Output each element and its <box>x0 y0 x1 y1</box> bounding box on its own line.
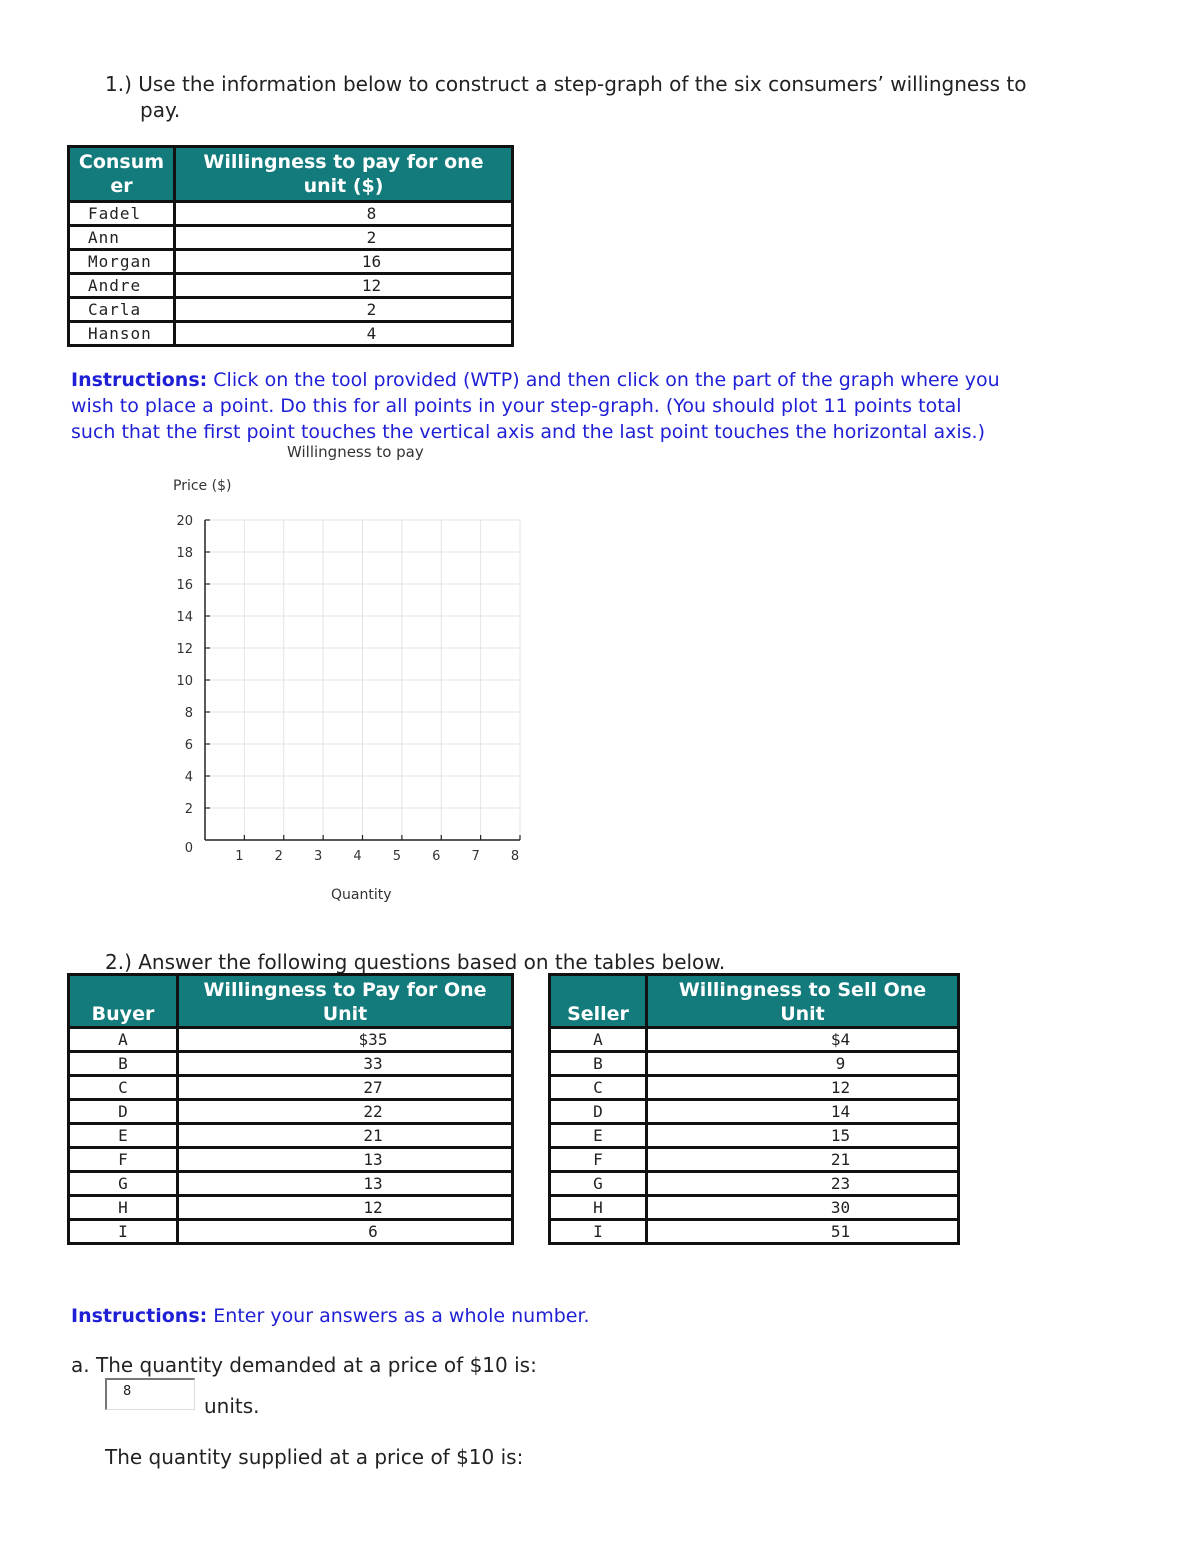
buyer-id-cell: H <box>69 1196 178 1220</box>
consumer-wtp-table <box>67 145 514 347</box>
seller-value-cell: 21 <box>647 1148 959 1172</box>
y-tick-label: 2 <box>184 802 193 817</box>
table-row <box>69 274 513 298</box>
q2-instructions-text: Enter your answers as a whole number. <box>213 1305 590 1327</box>
table-row <box>550 1196 959 1220</box>
table-row <box>69 1148 513 1172</box>
q2-text: 2.) Answer the following questions based on the tables below. <box>105 950 726 974</box>
x-tick-label: 1 <box>235 849 244 864</box>
consumer-value-cell: 8 <box>175 202 513 226</box>
y-tick-label: 16 <box>176 578 193 593</box>
buyer-wtp-header-line2: Unit <box>322 1003 368 1025</box>
buyer-wtp-header-line1: Willingness to Pay for One <box>203 979 487 1001</box>
table-row <box>550 1148 959 1172</box>
chart-title: Willingness to pay <box>287 443 424 461</box>
consumer-value-cell: 16 <box>175 250 513 274</box>
y-tick-label: 6 <box>184 738 193 753</box>
seller-value-cell: $4 <box>647 1028 959 1052</box>
table-row <box>69 250 513 274</box>
seller-wts-header <box>647 975 959 1028</box>
consumer-value-cell: 2 <box>175 298 513 322</box>
y-tick-label: 8 <box>184 706 193 721</box>
seller-id-cell: E <box>550 1124 647 1148</box>
q1-instructions-line2: wish to place a point. Do this for all points in your step-graph. (You should plot 11 points total <box>71 395 962 417</box>
x-tick-label: 8 <box>510 849 520 864</box>
buyer-wtp-header <box>178 975 513 1028</box>
wtp-header: Willingness to pay for one unit ($) <box>175 147 513 202</box>
seller-id-cell: F <box>550 1148 647 1172</box>
buyer-value-cell: 33 <box>178 1052 513 1076</box>
table-row <box>550 1076 959 1100</box>
buyer-value-cell: 13 <box>178 1148 513 1172</box>
buyer-id-cell: F <box>69 1148 178 1172</box>
buyer-id-cell: C <box>69 1076 178 1100</box>
buyer-id-cell: D <box>69 1100 178 1124</box>
seller-header: Seller <box>550 975 647 1028</box>
table-row <box>69 1100 513 1124</box>
table-row <box>69 226 513 250</box>
buyer-header: Buyer <box>69 975 178 1028</box>
buyer-value-cell: 22 <box>178 1100 513 1124</box>
x-tick-label: 2 <box>274 849 283 864</box>
part-a2-question: The quantity supplied at a price of $10 is: <box>105 1445 524 1469</box>
consumer-id-cell: Fadel <box>69 202 175 226</box>
consumer-id-cell: Hanson <box>69 322 175 346</box>
y-tick-label: 12 <box>176 642 193 657</box>
buyer-value-cell: 13 <box>178 1172 513 1196</box>
buyer-id-cell: G <box>69 1172 178 1196</box>
x-tick-label: 6 <box>432 849 441 864</box>
seller-id-cell: G <box>550 1172 647 1196</box>
x-axis-title: Quantity <box>331 887 392 903</box>
y-tick-label: 18 <box>176 546 193 561</box>
x-tick-label: 3 <box>313 849 323 864</box>
consumer-value-cell: 2 <box>175 226 513 250</box>
x-tick-label: 4 <box>353 849 362 864</box>
y-tick-label: 10 <box>176 674 193 689</box>
seller-id-cell: H <box>550 1196 647 1220</box>
q1-text <box>105 71 1026 97</box>
buyer-id-cell: E <box>69 1124 178 1148</box>
q1-line2: pay. <box>140 98 181 122</box>
table-row <box>550 1100 959 1124</box>
buyer-id-cell: B <box>69 1052 178 1076</box>
origin-label: 0 <box>184 841 193 856</box>
y-tick-label: 14 <box>176 610 193 625</box>
consumer-value-cell: 12 <box>175 274 513 298</box>
q1-instructions-line3: such that the first point touches the vertical axis and the last point touches the horizontal axis.) <box>71 421 986 443</box>
consumer-value-cell: 4 <box>175 322 513 346</box>
x-tick-label: 7 <box>471 849 480 864</box>
y-tick-label: 4 <box>184 770 193 785</box>
q1-line1: Use the information below to construct a step-graph of the six consumers’ willingness to <box>138 72 1027 96</box>
consumer-id-cell: Carla <box>69 298 175 322</box>
table-row <box>69 1196 513 1220</box>
seller-value-cell: 23 <box>647 1172 959 1196</box>
seller-value-cell: 30 <box>647 1196 959 1220</box>
buyer-id-cell: I <box>69 1220 178 1244</box>
consumer-id-cell: Ann <box>69 226 175 250</box>
buyer-value-cell: 12 <box>178 1196 513 1220</box>
x-tick-label: 5 <box>392 849 402 864</box>
buyer-value-cell: $35 <box>178 1028 513 1052</box>
buyer-id-cell: A <box>69 1028 178 1052</box>
seller-wts-header-line2: Unit <box>780 1003 825 1025</box>
seller-value-cell: 12 <box>647 1076 959 1100</box>
wtp-chart[interactable] <box>160 505 540 875</box>
seller-id-cell: A <box>550 1028 647 1052</box>
buyer-value-cell: 6 <box>178 1220 513 1244</box>
table-row <box>550 1220 959 1244</box>
table-row <box>69 1052 513 1076</box>
q2-instructions <box>71 1303 590 1329</box>
q1-instructions-label: Instructions: <box>71 369 208 391</box>
table-row <box>550 1124 959 1148</box>
seller-value-cell: 51 <box>647 1220 959 1244</box>
table-row <box>69 1028 513 1052</box>
table-row <box>69 1124 513 1148</box>
table-row <box>550 1028 959 1052</box>
consumer-id-cell: Andre <box>69 274 175 298</box>
seller-id-cell: D <box>550 1100 647 1124</box>
table-row <box>69 322 513 346</box>
table-row <box>550 1052 959 1076</box>
consumer-id-cell: Morgan <box>69 250 175 274</box>
seller-id-cell: C <box>550 1076 647 1100</box>
seller-value-cell: 9 <box>647 1052 959 1076</box>
table-row <box>69 1076 513 1100</box>
buyer-table <box>67 973 514 1245</box>
quantity-demanded-input[interactable]: 8 <box>105 1378 195 1410</box>
seller-value-cell: 15 <box>647 1124 959 1148</box>
q1-number: 1.) <box>105 72 132 96</box>
seller-id-cell: I <box>550 1220 647 1244</box>
seller-table <box>548 973 960 1245</box>
table-row <box>69 1220 513 1244</box>
buyer-value-cell: 21 <box>178 1124 513 1148</box>
y-axis-title: Price ($) <box>173 478 232 494</box>
table-row <box>69 298 513 322</box>
seller-id-cell: B <box>550 1052 647 1076</box>
seller-wts-header-line1: Willingness to Sell One <box>678 979 927 1001</box>
buyer-value-cell: 27 <box>178 1076 513 1100</box>
part-a-units: units. <box>204 1394 260 1418</box>
q2-instructions-label: Instructions: <box>71 1305 208 1327</box>
table-row <box>550 1172 959 1196</box>
y-tick-label: 20 <box>176 514 193 529</box>
q1-instructions-line1: Click on the tool provided (WTP) and then click on the part of the graph where you <box>213 369 1000 391</box>
part-a-question: a. The quantity demanded at a price of $10 is: <box>71 1353 537 1377</box>
q1-instructions <box>71 367 1000 393</box>
table-row <box>69 1172 513 1196</box>
consumer-header: Consum er <box>69 147 175 202</box>
seller-value-cell: 14 <box>647 1100 959 1124</box>
table-row <box>69 202 513 226</box>
